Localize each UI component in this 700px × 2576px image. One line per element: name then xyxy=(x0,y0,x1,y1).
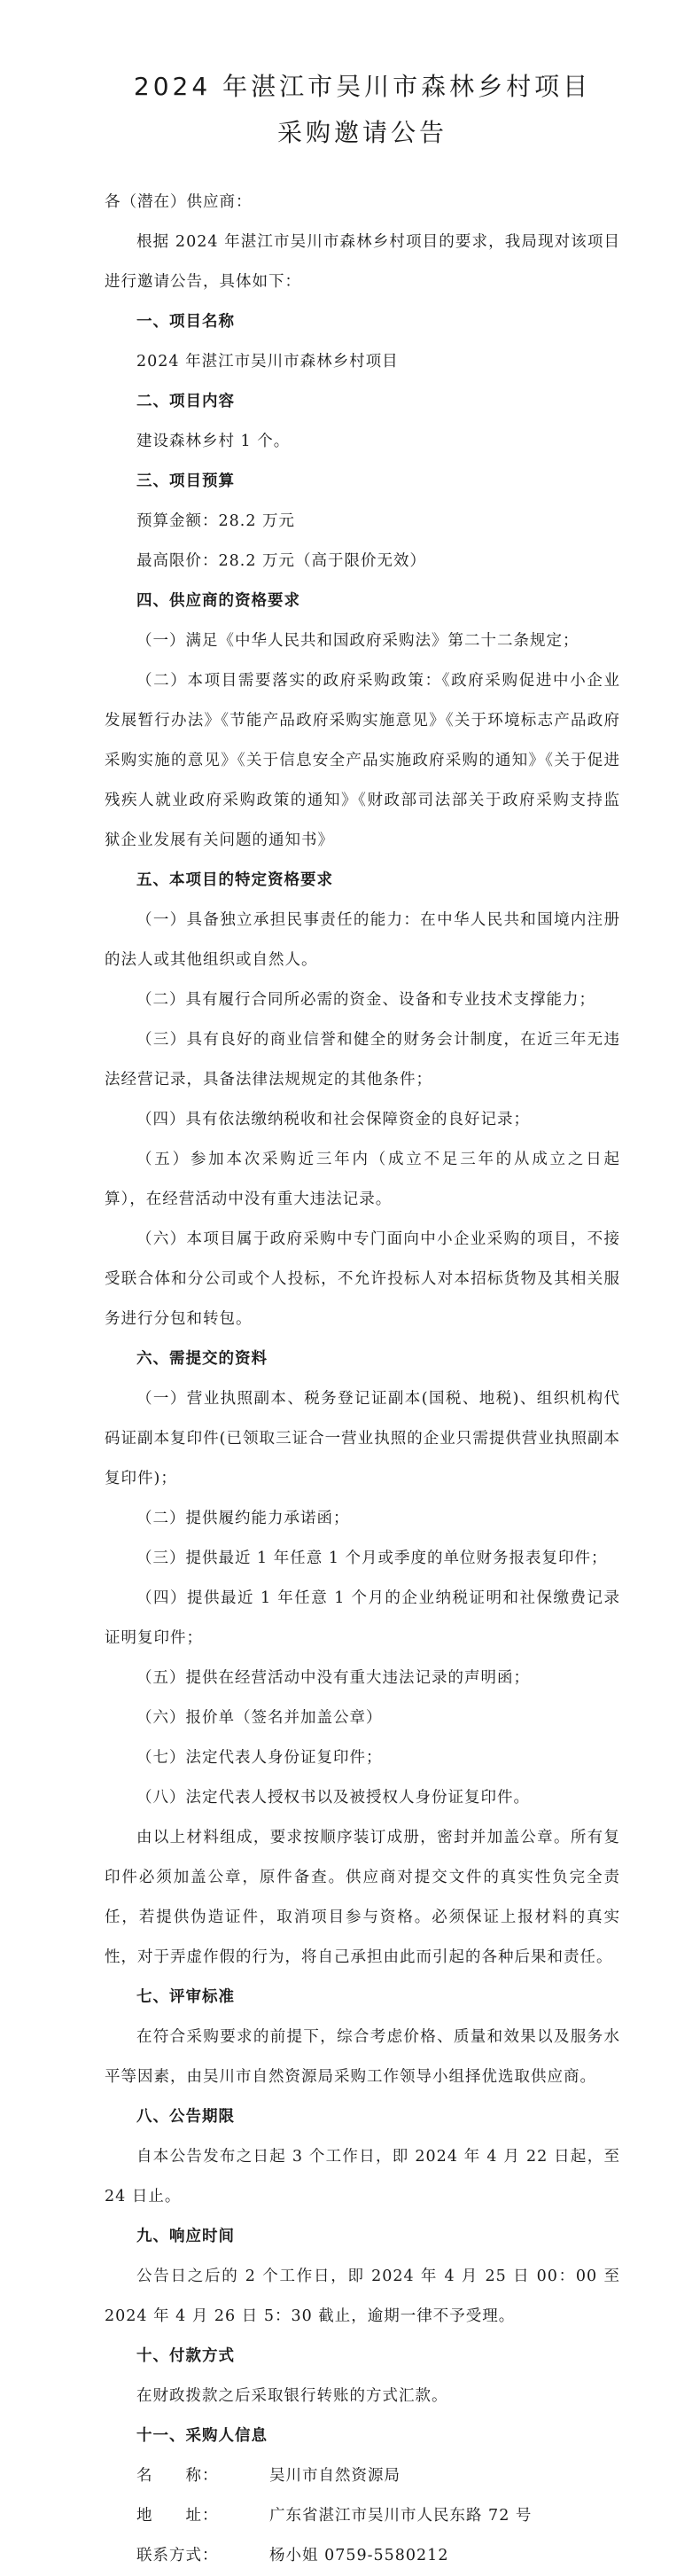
specific-requirement-item: （一）具备独立承担民事责任的能力：在中华人民共和国境内注册的法人或其他组织或自然人。 xyxy=(105,911,620,969)
purchaser-contact-value: 杨小姐 0759-5580212 xyxy=(269,2547,449,2564)
title-line-2: 采购邀请公告 xyxy=(276,118,447,147)
max-price: 最高限价：28.2 万元（高于限价无效） xyxy=(136,552,427,570)
section-1-heading: 一、项目名称 xyxy=(136,313,235,331)
specific-requirement-item: （四）具有依法缴纳税收和社会保障资金的良好记录； xyxy=(136,1111,530,1128)
specific-requirement-item: （二）具有履行合同所必需的资金、设备和专业技术支撑能力； xyxy=(136,991,595,1009)
purchaser-address-row xyxy=(105,2496,620,2536)
section-3-heading: 三、项目预算 xyxy=(136,472,235,490)
response-time: 公告日之后的 2 个工作日，即 2024 年 4 月 25 日 00：00 至 2024 年 4 月 26 日 5：30 截止，逾期一律不予受理。 xyxy=(105,2268,620,2325)
intro-paragraph: 根据 2024 年湛江市吴川市森林乡村项目的要求，我局现对该项目进行邀请公告，具体如下： xyxy=(105,233,620,291)
greeting: 各（潜在）供应商： xyxy=(105,193,253,211)
document-item: （八）法定代表人授权书以及被授权人身份证复印件。 xyxy=(136,1789,530,1807)
document-note: 由以上材料组成，要求按顺序装订成册，密封并加盖公章。所有复印件必须加盖公章，原件备查。供应商对提交文件的真实性负完全责任，若提供伪造证件，取消项目参与资格。必须保证上报材料的真实性，对于弄虚作假的行为，将自己承担由此而引起的各种后果和责任。 xyxy=(105,1829,620,1966)
payment-method: 在财政拨款之后采取银行转账的方式汇款。 xyxy=(136,2387,448,2405)
purchaser-address-label: 地 址： xyxy=(136,2507,219,2525)
section-4-heading: 四、供应商的资格要求 xyxy=(136,592,300,610)
section-9-heading: 九、响应时间 xyxy=(136,2228,235,2245)
document-item: （六）报价单（签名并加盖公章） xyxy=(136,1709,383,1727)
page-title xyxy=(105,64,620,156)
announcement-period: 自本公告发布之日起 3 个工作日，即 2024 年 4 月 22 日起，至 24 日止。 xyxy=(105,2148,620,2205)
document-body xyxy=(105,183,620,2576)
project-content: 建设森林乡村 1 个。 xyxy=(136,433,291,450)
section-6-heading: 六、需提交的资料 xyxy=(136,1350,268,1368)
section-8-heading: 八、公告期限 xyxy=(136,2108,235,2126)
purchaser-name-row xyxy=(105,2456,620,2496)
document-item: （二）提供履约能力承诺函； xyxy=(136,1510,350,1527)
qualification-item: （一）满足《中华人民共和国政府采购法》第二十二条规定； xyxy=(136,632,579,650)
purchaser-contact-row xyxy=(105,2536,620,2576)
budget-amount: 预算金额：28.2 万元 xyxy=(136,512,296,530)
specific-requirement-item: （六）本项目属于政府采购中专门面向中小企业采购的项目，不接受联合体和分公司或个人投标，不允许投标人对本招标货物及其相关服务进行分包和转包。 xyxy=(105,1230,620,1328)
section-11-heading: 十一、采购人信息 xyxy=(136,2427,268,2445)
purchaser-address-value: 广东省湛江市吴川市人民东路 72 号 xyxy=(269,2507,533,2525)
section-2-heading: 二、项目内容 xyxy=(136,393,235,410)
purchaser-name-label: 名 称： xyxy=(136,2467,219,2485)
evaluation-criteria: 在符合采购要求的前提下，综合考虑价格、质量和效果以及服务水平等因素，由吴川市自然资源局采购工作领导小组择优选取供应商。 xyxy=(105,2028,620,2086)
project-name: 2024 年湛江市吴川市森林乡村项目 xyxy=(136,353,399,371)
section-5-heading: 五、本项目的特定资格要求 xyxy=(136,871,333,889)
specific-requirement-item: （五）参加本次采购近三年内（成立不足三年的从成立之日起算），在经营活动中没有重大违法记录。 xyxy=(105,1151,620,1208)
document-item: （三）提供最近 1 年任意 1 个月或季度的单位财务报表复印件； xyxy=(136,1550,608,1567)
specific-requirement-item: （三）具有良好的商业信誉和健全的财务会计制度，在近三年无违法经营记录，具备法律法规规定的其他条件； xyxy=(105,1031,620,1089)
document-item: （一）营业执照副本、税务登记证副本(国税、地税)、组织机构代码证副本复印件(已领取三证合一营业执照的企业只需提供营业执照副本复印件)； xyxy=(105,1390,620,1487)
purchaser-name-value: 吴川市自然资源局 xyxy=(269,2467,401,2485)
section-7-heading: 七、评审标准 xyxy=(136,1988,235,2006)
document-item: （五）提供在经营活动中没有重大违法记录的声明函； xyxy=(136,1669,530,1687)
purchaser-contact-label: 联系方式： xyxy=(136,2547,219,2564)
document-item: （四）提供最近 1 年任意 1 个月的企业纳税证明和社保缴费记录证明复印件； xyxy=(105,1589,620,1647)
document-item: （七）法定代表人身份证复印件； xyxy=(136,1749,383,1767)
qualification-item: （二）本项目需要落实的政府采购政策：《政府采购促进中小企业发展暂行办法》《节能产品政府采购实施意见》《关于环境标志产品政府采购实施的意见》《关于信息安全产品实施政府采购的通知》《关于促进残疾人就业政府采购政策的通知》《财政部司法部关于政府采购支持监狱企业发展有关问题的通知书》 xyxy=(105,672,620,849)
title-line-1: 2024 年湛江市吴川市森林乡村项目 xyxy=(133,72,592,101)
section-10-heading: 十、付款方式 xyxy=(136,2347,235,2365)
